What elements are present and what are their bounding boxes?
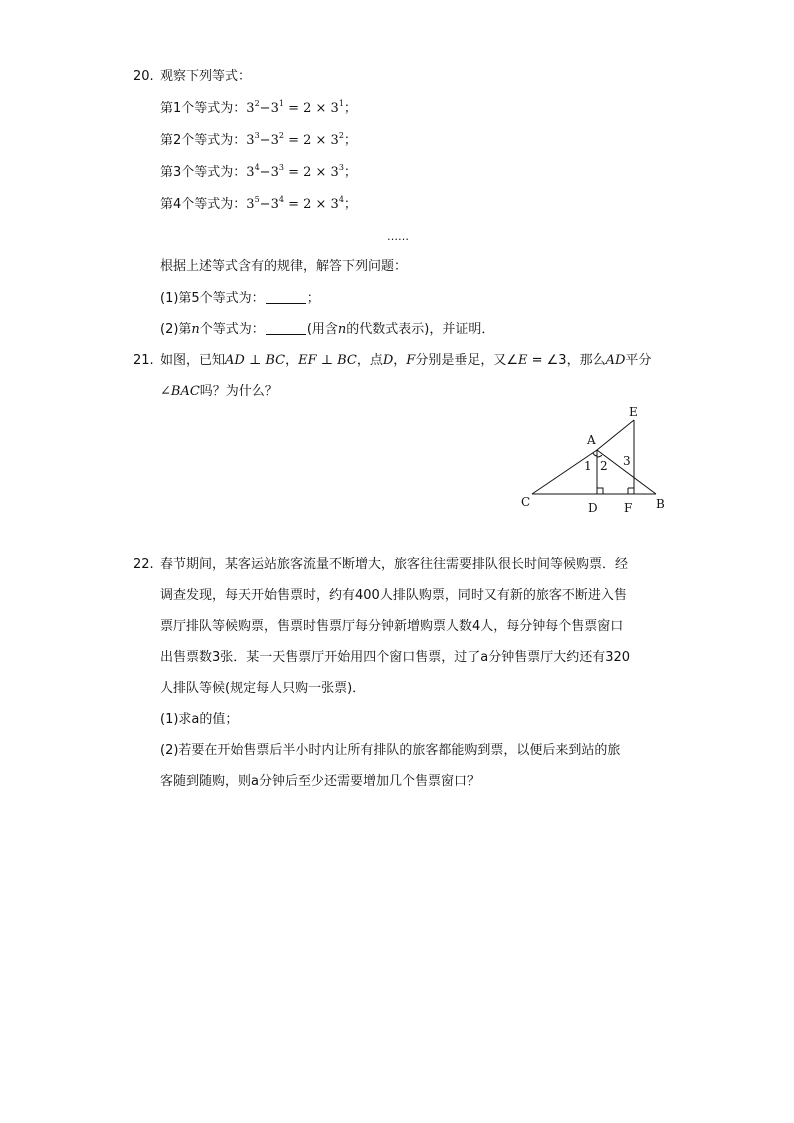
part-2-note-end: 的代数式表示)，并证明．	[346, 322, 495, 337]
part-2-text: (2)第	[160, 322, 192, 337]
exponent: 3	[278, 163, 284, 172]
question-22-line-1: 春节期间，某客运站旅客流量不断增大，旅客往往需要排队很长时间等候购票．经	[160, 557, 629, 572]
label-a: A	[587, 433, 596, 447]
math: AD	[605, 353, 626, 368]
question-22-line-4: 出售票数3张．某一天售票厅开始用四个窗口售票，过了a分钟售票厅大约还有320	[160, 650, 631, 665]
angle-label-1: 1	[584, 459, 592, 473]
base: 3	[270, 197, 279, 212]
ellipsis: ……	[387, 230, 409, 243]
exponent: 2	[338, 131, 344, 140]
text: 分别是垂足，又∠	[415, 353, 518, 368]
base: 3	[270, 133, 279, 148]
segment-ae	[597, 420, 634, 450]
text: ，点	[356, 353, 383, 368]
equation-body: $3^5-3^4 = 2 \times 3^4$	[246, 195, 344, 212]
equation-1: 第1个等式为：$3^2-3^1 = 2 \times 3^1$；	[160, 99, 357, 116]
part-2-note: (用含	[306, 322, 338, 337]
math: AD ⊥ BC	[225, 353, 286, 368]
right-angle-d	[597, 488, 603, 494]
label-e: E	[629, 405, 638, 419]
equation-label: 第2个等式为：	[160, 133, 247, 148]
exponent: 2	[278, 131, 284, 140]
angle-arc-1	[593, 453, 597, 456]
answer-blank	[266, 322, 306, 335]
base: 3	[270, 101, 279, 116]
equation-body: $3^3-3^2 = 2 \times 3^2$	[246, 131, 344, 148]
variable: n	[191, 322, 200, 337]
part-1	[160, 290, 320, 308]
question-22-line-3: 票厅排队等候购票，售票时售票厅每分钟新增购票人数4人，每分钟每个售票窗口	[160, 619, 624, 634]
exponent: 4	[278, 195, 284, 204]
text: = ∠3，那么	[527, 353, 606, 368]
exponent: 4	[254, 163, 260, 172]
instruction: 根据上述等式含有的规律，解答下列问题：	[160, 259, 408, 274]
exponent: 3	[338, 163, 344, 172]
question-22-line-5: 人排队等候(规定每人只购一张票)．	[160, 681, 366, 696]
exponent: 5	[254, 195, 260, 204]
part-1-text: (1)第5个等式为：	[160, 291, 265, 306]
math: EF ⊥ BC	[298, 353, 357, 368]
exponent: 4	[338, 195, 344, 204]
math: ∠BAC	[160, 384, 200, 399]
base: 3	[246, 101, 255, 116]
base: 3	[246, 165, 255, 180]
label-c: C	[521, 495, 531, 509]
question-22-line-2: 调查发现，每天开始售票时，约有400人排队购票，同时又有新的旅客不断进入售	[160, 588, 627, 603]
label-b: B	[656, 497, 665, 511]
question-title: 观察下列等式：	[160, 69, 252, 84]
label-f: F	[624, 501, 633, 515]
equation-2: 第2个等式为：$3^3-3^2 = 2 \times 3^2$；	[160, 131, 357, 148]
answer-blank	[266, 291, 306, 304]
variable: n	[337, 322, 347, 337]
text: 平分	[625, 353, 652, 368]
exponent: 2	[254, 99, 260, 108]
question-22-part-1: (1)求a的值；	[160, 712, 239, 727]
math: E	[517, 353, 528, 368]
base: 3	[246, 197, 255, 212]
part-1-suffix: ；	[306, 291, 320, 306]
equation-label: 第3个等式为：	[160, 165, 247, 180]
question-number: 22.	[133, 557, 154, 572]
exponent: 3	[254, 131, 260, 140]
question-number: 20.	[133, 69, 154, 84]
label-d: D	[588, 501, 598, 515]
equation-label: 第4个等式为：	[160, 197, 247, 212]
base: 3	[246, 133, 255, 148]
rhs: = 2 × 3	[288, 165, 339, 180]
part-2	[160, 321, 494, 339]
math: F	[406, 353, 416, 368]
question-number: 21.	[133, 353, 154, 368]
angle-label-2: 2	[600, 459, 608, 473]
question-21-line-2	[160, 383, 278, 401]
text: ，	[285, 353, 299, 368]
rhs: = 2 × 3	[288, 101, 339, 116]
equation-4: 第4个等式为：$3^5-3^4 = 2 \times 3^4$；	[160, 195, 357, 212]
question-22-part-2-line-1: (2)若要在开始售票后半小时内让所有排队的旅客都能购到票，以便后来到站的旅	[160, 743, 621, 758]
question-21-line-1	[160, 352, 651, 370]
equation-label: 第1个等式为：	[160, 101, 247, 116]
equation-3: 第3个等式为：$3^4-3^3 = 2 \times 3^3$；	[160, 163, 357, 180]
rhs: = 2 × 3	[288, 133, 339, 148]
angle-label-3: 3	[623, 454, 631, 468]
rhs: = 2 × 3	[288, 197, 339, 212]
text: 吗？为什么？	[199, 384, 278, 399]
question-22-part-2-line-2: 客随到随购，则a分钟后至少还需要增加几个售票窗口？	[160, 774, 480, 789]
angle-arc-2	[597, 455, 602, 457]
part-2-mid: 个等式为：	[199, 322, 265, 337]
equation-body: $3^4-3^3 = 2 \times 3^3$	[246, 163, 344, 180]
exponent: 1	[338, 99, 344, 108]
exponent: 1	[278, 99, 284, 108]
text: 如图，已知	[160, 353, 226, 368]
math: D	[382, 353, 394, 368]
text: ，	[393, 353, 407, 368]
base: 3	[270, 165, 279, 180]
geometry-figure	[510, 400, 670, 520]
equation-body: $3^2-3^1 = 2 \times 3^1$	[246, 99, 344, 116]
